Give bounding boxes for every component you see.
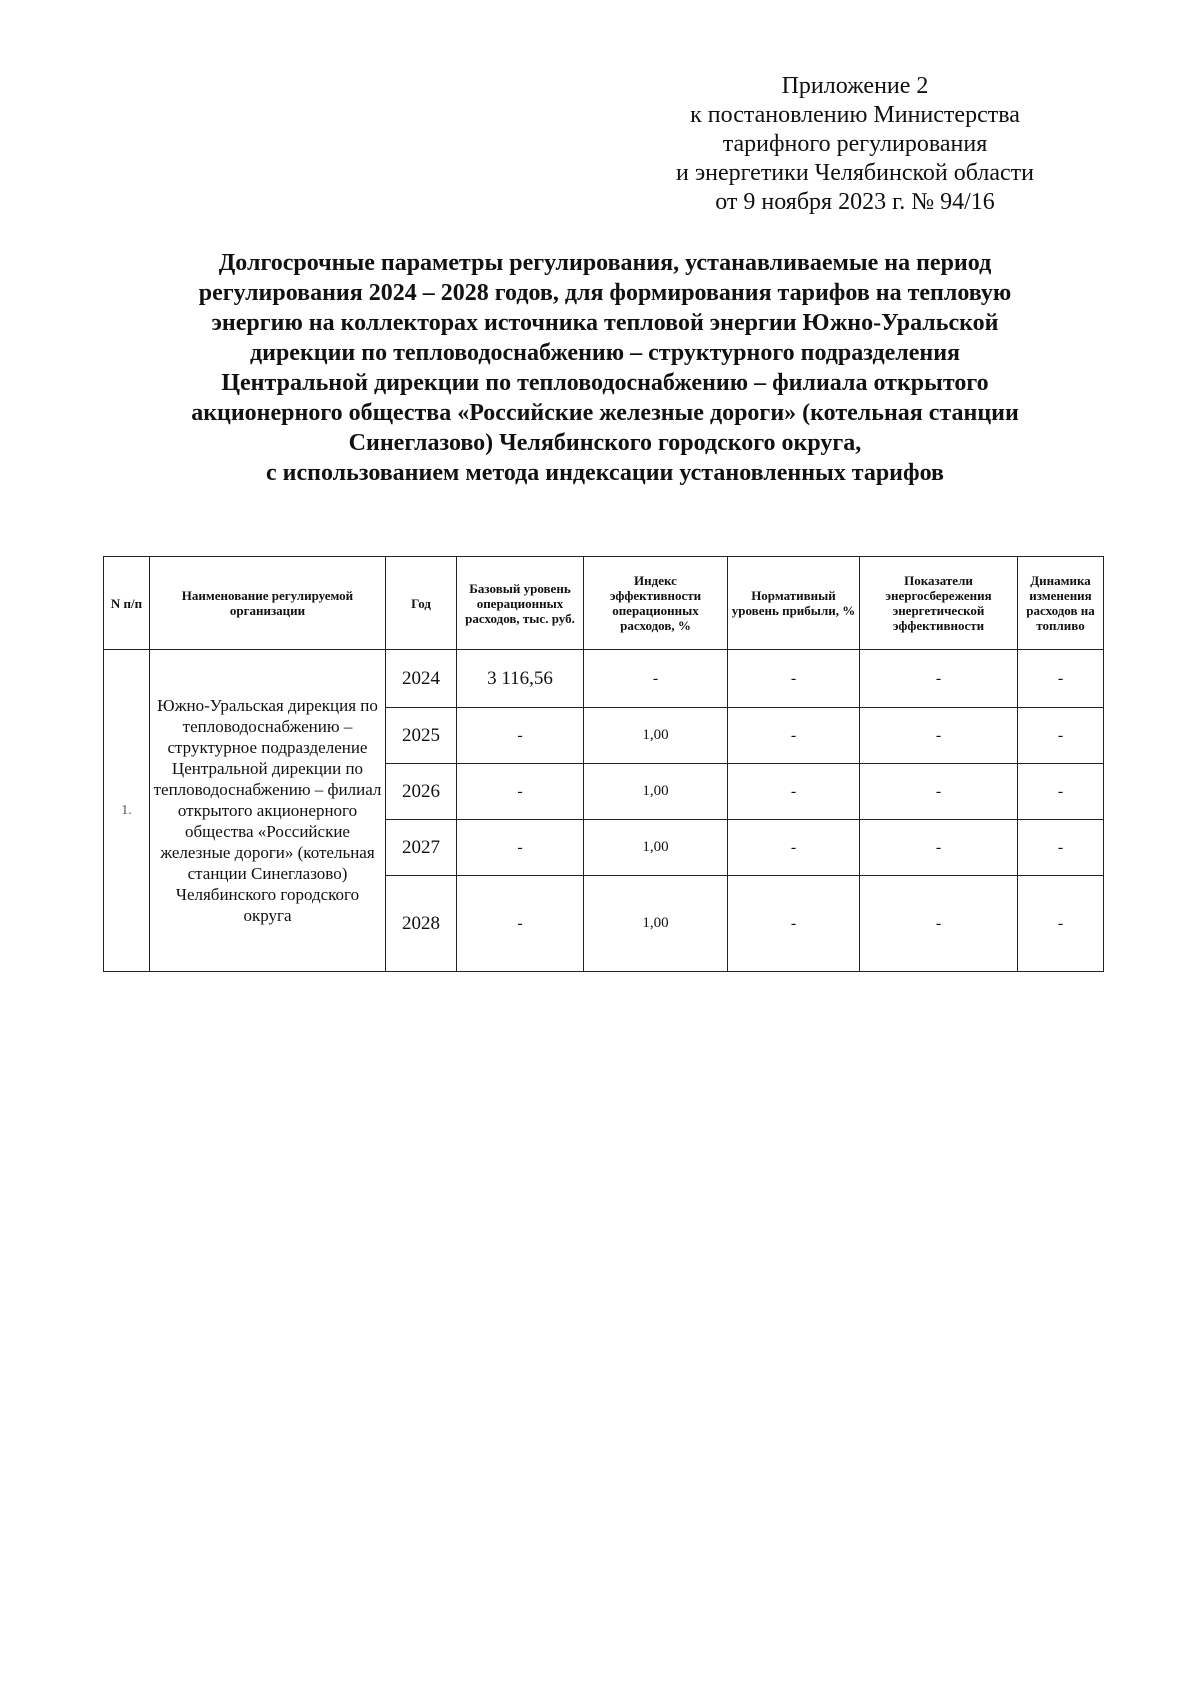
header-fuel-dynamics: Динамика изменения расходов на топливо [1018,557,1104,650]
appendix-line: тарифного регулирования [722,131,988,157]
table-header-row [104,557,1104,650]
energy-saving-cell: - [860,650,1018,708]
base-opex-cell: - [457,820,584,876]
header-year: Год [386,557,457,650]
appendix-line: Приложение 2 [781,73,929,99]
organization-name: Южно-Уральская дирекция по тепловодоснабжению – структурное подразделение Центральной дирекции по тепловодоснабжению – филиал открытого акционерного общества «Российские железные дороги» (котельная станции Синеглазово) Челябинского городского округа [150,650,386,972]
year-cell: 2028 [386,876,457,972]
row-number: 1. [104,650,150,972]
energy-saving-cell: - [860,820,1018,876]
fuel-dynamics-cell: - [1018,820,1104,876]
normative-profit-cell: - [728,650,860,708]
normative-profit-cell: - [728,876,860,972]
title-line: Синеглазово) Челябинского городского округа, [348,430,862,456]
appendix-line: от 9 ноября 2023 г. № 94/16 [715,189,995,215]
fuel-dynamics-cell: - [1018,708,1104,764]
header-normative-profit: Нормативный уровень прибыли, % [728,557,860,650]
header-organization: Наименование регулируемой организации [150,557,386,650]
efficiency-index-cell: - [584,650,728,708]
appendix-header [640,72,1070,217]
energy-saving-cell: - [860,876,1018,972]
year-cell: 2025 [386,708,457,764]
efficiency-index-cell: 1,00 [584,708,728,764]
energy-saving-cell: - [860,764,1018,820]
title-line: Долгосрочные параметры регулирования, устанавливаемые на период [218,250,992,276]
base-opex-cell: 3 116,56 [457,650,584,708]
title-line: акционерного общества «Российские железные дороги» (котельная станции [191,400,1019,426]
title-line: с использованием метода индексации установленных тарифов [266,460,944,486]
efficiency-index-cell: 1,00 [584,876,728,972]
efficiency-index-cell: 1,00 [584,820,728,876]
fuel-dynamics-cell: - [1018,650,1104,708]
normative-profit-cell: - [728,764,860,820]
year-cell: 2024 [386,650,457,708]
fuel-dynamics-cell: - [1018,764,1104,820]
base-opex-cell: - [457,708,584,764]
title-line: Центральной дирекции по тепловодоснабжению – филиала открытого [221,370,989,396]
table-row [104,650,1104,708]
energy-saving-cell: - [860,708,1018,764]
base-opex-cell: - [457,764,584,820]
fuel-dynamics-cell: - [1018,876,1104,972]
normative-profit-cell: - [728,708,860,764]
title-line: энергию на коллекторах источника тепловой энергии Южно-Уральской [211,310,999,336]
year-cell: 2026 [386,764,457,820]
parameters-table [103,556,1104,972]
header-efficiency-index: Индекс эффективности операционных расходов, % [584,557,728,650]
normative-profit-cell: - [728,820,860,876]
appendix-line: к постановлению Министерства [690,102,1020,128]
header-energy-saving: Показатели энергосбережения энергетической эффективности [860,557,1018,650]
document-title [110,248,1100,488]
title-line: дирекции по тепловодоснабжению – структурного подразделения [249,340,961,366]
year-cell: 2027 [386,820,457,876]
title-line: регулирования 2024 – 2028 годов, для формирования тарифов на тепловую [198,280,1012,306]
header-base-opex: Базовый уровень операционных расходов, тыс. руб. [457,557,584,650]
efficiency-index-cell: 1,00 [584,764,728,820]
appendix-line: и энергетики Челябинской области [676,160,1034,186]
base-opex-cell: - [457,876,584,972]
header-number: N п/п [104,557,150,650]
